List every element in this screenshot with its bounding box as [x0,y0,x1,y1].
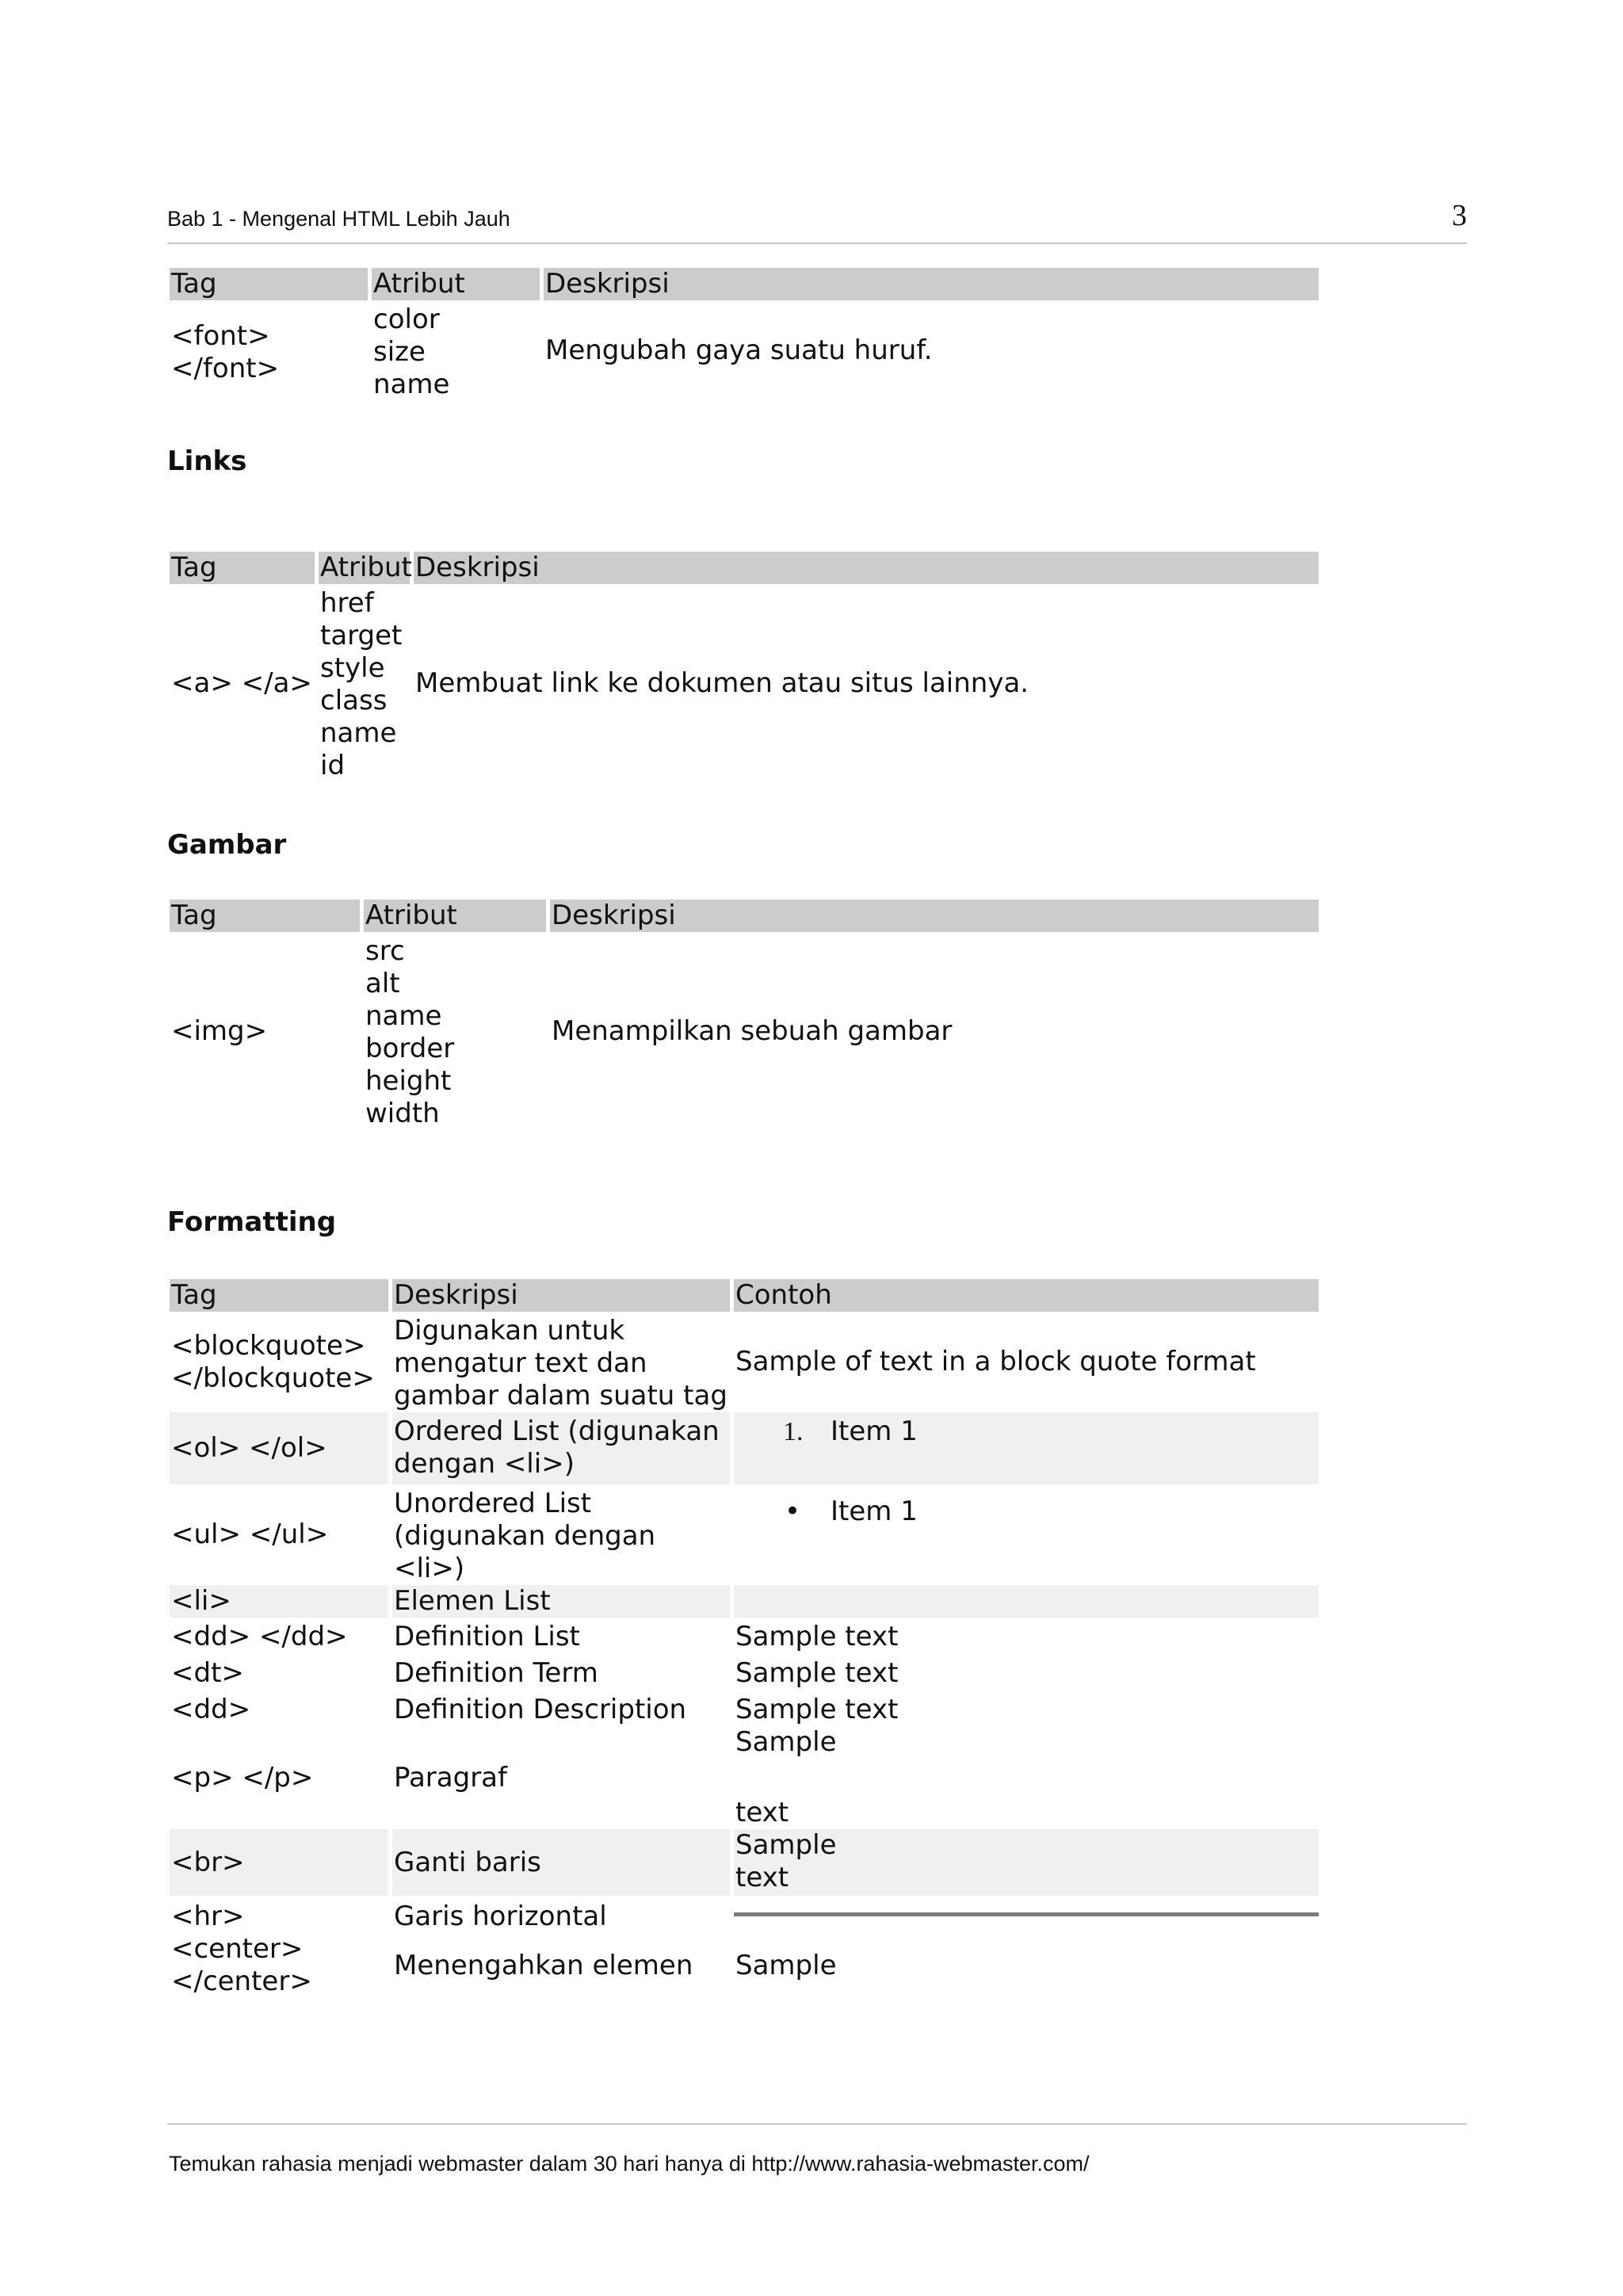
tag-cell [170,1933,388,1998]
header-cell: Tag [170,552,315,584]
table-row [170,1585,1319,1618]
tag-cell: <dd> [171,1694,251,1725]
attribute: src [365,935,405,967]
tag-cell [170,300,368,401]
description-cell [392,1412,730,1484]
chapter-title: Bab 1 - Mengenal HTML Lebih Jauh [167,207,510,231]
description-cell: Definition Description [394,1694,687,1725]
description-cell: Ganti baris [392,1829,730,1896]
page-footer [167,2123,1467,2176]
attribute: target [320,620,403,651]
header-cell: Deskripsi [414,552,1319,584]
table-row [170,1896,1319,1933]
table-row [170,1618,1319,1653]
attribute: alt [365,968,400,999]
attribute: style [320,652,385,684]
header-cell: Tag [170,268,368,300]
table-header-row [170,900,1319,932]
example-cell [734,1412,1319,1484]
example-cell: Sample text [735,1694,899,1725]
table-row [170,1933,1319,1998]
example-cell: Sample text [735,1621,899,1652]
table-row [170,1829,1319,1896]
example-cell [734,1829,1319,1896]
table-header-row [170,268,1319,300]
header-cell: Deskripsi [544,268,1319,300]
tag-line: <center> [171,1933,304,1965]
attribute: id [320,750,346,781]
tag-line: </font> [171,352,280,384]
description-line: Digunakan untuk [394,1315,625,1347]
tag-cell: <img> [171,1014,268,1047]
header-cell: Atribut [320,552,412,583]
example-cell [734,1585,1319,1618]
table-header-row [170,552,1319,584]
description-line: (digunakan dengan [394,1520,656,1552]
example-cell [734,1484,1319,1585]
example-cell: Sample [735,1949,837,1981]
header-cell: Tag [170,900,360,932]
header-cell: Atribut [364,900,546,932]
section-title-links: Links [167,445,247,477]
description-cell: Membuat link ke dokumen atau situs lainnya. [415,667,1029,699]
paragraph-gap [735,1759,1317,1797]
tag-cell: <br> [170,1829,388,1896]
header-cell: Deskripsi [392,1279,730,1312]
attribute-cell [364,932,546,1130]
example-cell [734,1896,1319,1933]
formatting-table [166,1279,1323,1998]
table-row [170,1690,1319,1726]
bullet-icon: • [785,1496,801,1527]
example-line: Sample [735,1829,837,1861]
tag-cell: <dt> [171,1657,244,1689]
tag-cell: <ol> </ol> [170,1412,388,1484]
table-header-row [170,1279,1319,1312]
header-cell: Contoh [734,1279,1319,1312]
section-title-gambar: Gambar [167,829,287,861]
description-cell: Mengubah gaya suatu huruf. [545,334,933,366]
header-cell: Deskripsi [550,900,1319,932]
attribute: color [373,304,440,335]
ordered-list-item [735,1415,1317,1448]
links-table [166,552,1323,782]
attribute-cell [319,584,410,782]
example-line: text [735,1862,789,1893]
description-line: <li>) [394,1553,465,1584]
description-cell: Elemen List [392,1585,730,1618]
description-cell: Menampilkan sebuah gambar [552,1014,953,1047]
page-number: 3 [1452,199,1467,232]
table-row [170,584,1319,782]
description-line: gambar dalam suatu tag [394,1380,727,1412]
image-table [166,900,1323,1130]
tag-line: <blockquote> [171,1329,366,1362]
tag-line: </center> [171,1966,312,1997]
description-line: Ordered List (digunakan [394,1415,720,1447]
section-title-formatting: Formatting [167,1206,337,1238]
example-cell: Sample text [735,1657,899,1689]
example-cell: Sample of text in a block quote format [735,1346,1256,1377]
table-row [170,1312,1319,1412]
description-line: dengan <li>) [394,1448,575,1480]
attribute: width [365,1098,440,1129]
tag-cell: <p> </p> [171,1761,314,1794]
list-item-text: Item 1 [831,1496,918,1527]
list-number: 1. [783,1417,804,1446]
page-header [167,198,1467,244]
footer-text: Temukan rahasia menjadi webmaster dalam 30 hari hanya di http://www.rahasia-webmaster.com/ [169,2152,1090,2176]
table-row [170,932,1319,1130]
list-item-text: Item 1 [831,1415,918,1447]
tag-cell: <ul> </ul> [171,1519,329,1550]
attribute-cell [372,300,540,401]
font-table [166,268,1323,401]
description-cell: Garis horizontal [394,1901,607,1932]
attribute: size [373,336,426,368]
horizontal-rule [734,1912,1319,1916]
attribute: name [373,369,450,400]
description-line: Unordered List [394,1488,592,1519]
tag-cell: <dd> </dd> [171,1621,348,1652]
table-row [170,1726,1319,1829]
table-row [170,1653,1319,1690]
header-cell: Tag [170,1279,388,1312]
description-cell: Definition Term [394,1657,598,1689]
description-cell: Menengahkan elemen [394,1949,693,1981]
tag-cell: <a> </a> [171,667,312,699]
attribute: border [365,1033,455,1064]
example-line: text [735,1797,789,1828]
unordered-list-item [735,1496,1317,1528]
attribute: href [320,587,374,619]
description-cell: Definition List [394,1621,580,1652]
attribute: class [320,685,388,716]
attribute: name [320,717,397,749]
example-line: Sample [735,1726,837,1758]
table-row [170,300,1319,401]
tag-cell [170,1312,388,1412]
tag-line: </blockquote> [171,1362,375,1394]
tag-line: <font> [171,319,270,352]
tag-cell: <hr> [171,1901,245,1932]
example-cell [734,1726,1319,1829]
header-cell: Atribut [372,268,540,300]
table-row [170,1484,1319,1585]
table-row [170,1412,1319,1484]
attribute: name [365,1000,442,1032]
tag-cell: <li> [170,1585,388,1618]
attribute: height [365,1065,452,1097]
description-cell [392,1484,730,1585]
description-line: mengatur text dan [394,1347,647,1379]
description-cell [392,1312,730,1412]
description-cell: Paragraf [394,1761,507,1794]
